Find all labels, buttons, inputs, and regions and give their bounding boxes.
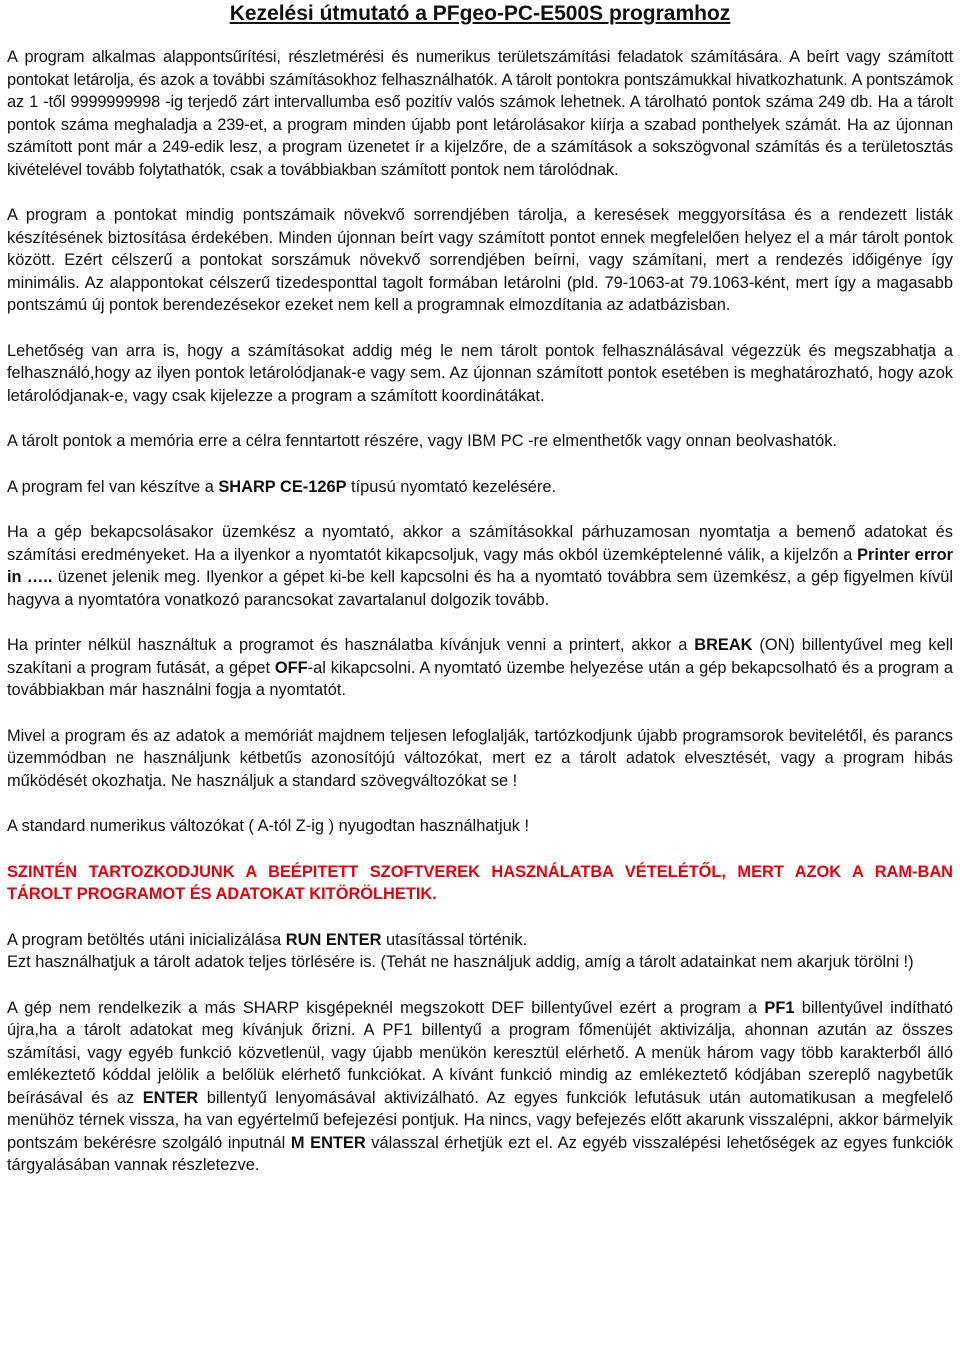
overview-free-slots-text: Ha a tárolt pontok száma meghaladja a 239-et, a program minden újabb pont letárolásakor kiírja a szabad ponthelyek számát. — [7, 93, 953, 134]
printer-model-name: SHARP CE-126P — [218, 477, 347, 496]
pf1-key-label: PF1 — [764, 998, 795, 1017]
overview-intro-text: A program alkalmas alappontsűrítési, részletmérési és numerikus területszámítási feladatok számítására. A beírt vagy számított pontokat letárolja, és azok a további számításokhoz felhasználhatók. A tárolt pontokra pontszámukkal hivatkozhatunk. — [7, 48, 953, 89]
document-page — [7, 0, 953, 1200]
paragraph-printer-support: A program fel van készítve a SHARP CE-126P típusú nyomtató kezelésére. — [7, 477, 557, 496]
break-key-label: BREAK — [694, 636, 753, 654]
enter-key-label: ENTER — [142, 1088, 199, 1107]
printer-error-message: Printer error in ….. — [7, 545, 953, 586]
paragraph-numeric-variables: A standard numerikus változókat ( A-tól Z-ig ) nyugodtan használhatjuk ! — [7, 817, 530, 835]
document-title: Kezelési útmutató a PFgeo-PC-E500S programhoz — [229, 2, 731, 25]
m-enter-command: M ENTER — [290, 1133, 366, 1152]
paragraph-memory-warning: Mivel a program és az adatok a memóriát majdnem teljesen lefoglalják, tartózkodjunk újabb programsorok bevitelétől, és parancs üzemmódban ne használjunk kétbetűs azonosítójú változókat, mert ez a tárolt adatok elvesztését, vagy a program hibás működését okozhatja. Ne használjuk a standard szövegváltozókat se ! — [7, 726, 953, 790]
run-enter-command: RUN ENTER — [285, 930, 382, 949]
paragraph-memory-save: A tárolt pontok a memória erre a célra fenntartott részére, vagy IBM PC -re elmenthetők vagy onnan beolvashatók. — [7, 432, 837, 450]
paragraph-sorting: A program a pontokat mindig pontszámaik növekvő sorrendjében tárolja, a keresések meggyorsítása és a rendezett listák készítésének biztosítása érdekében. Minden újonnan beírt vagy számított pontot ennek megfelelően helyez el a már tárolt pontok között. Ezért célszerű a pontokat sorszámuk növekvő sorrendjében beírni, vagy számítani, mert a rendezés időigénye így minimális. Az alappontokat célszerű tizedesponttal tagolt formában letárolni (pld. 79-1063-at 79.1063-ként, mert így a magasabb pontszámú új pontok berendezésekor ezeket nem kell a programnak elmozdítania az adatbázisban. — [7, 206, 953, 314]
paragraph-printer-enable: Ha printer nélkül használtuk a programot és használatba kívánjuk venni a printert, akkor a BREAK (ON) billentyűvel meg kell szakítani a program futását, a gépet OFF-al kikapcsolni. A nyomtató üzembe helyezése után a gép bekapcsolható és a program a továbbiakban már használni fogja a nyomtatót. — [7, 636, 953, 699]
off-key-label: OFF — [274, 658, 308, 677]
paragraph-initialization: A program betöltés utáni inicializálása RUN ENTER utasítással történik. — [7, 930, 528, 949]
paragraph-overview — [7, 46, 953, 181]
overview-storage-limit-text: Ha az újonnan számított pont már a 249-edik lesz, a program üzenetet ír a kijelzőre, de a számítások a sokszögvonal számítás és a területosztás kivételével tovább folytathatók, csak a továbbiakban számított pontok nem tárolódnak. — [7, 115, 953, 179]
paragraph-unstored-points: Lehetőség van arra is, hogy a számításokat addig még le nem tárolt pontok felhasználásával végezzük és megszabhatja a felhasználó,hogy az ilyen pontok letárolódjanak-e vagy sem. Az újonnan számított pontok esetében is meghatározható, hogy azok letárolódjanak-e, vagy csak kijelezze a program a számított koordinátákat. — [7, 341, 953, 405]
paragraph-printer-error: Ha a gép bekapcsolásakor üzemkész a nyomtató, akkor a számításokkal párhuzamosan nyomtatja a bemenő adatokat és számítási eredményeket. Ha a ilyenkor a nyomtatót kikapcsoljuk, vagy más okból üzemképtelenné válik, a kijelzőn a Printer error in ….. üzenet jelenik meg. Ilyenkor a gépet ki-be kell kapcsolni és ha a nyomtató továbbra sem üzemkész, a gép figyelmen kívül hagyva a nyomtatóra vonatkozó parancsokat zavartalanul dolgozik tovább. — [7, 523, 953, 609]
paragraph-menu-navigation: A gép nem rendelkezik a más SHARP kisgépeknél megszokott DEF billentyűvel ezért a program a PF1 billentyűvel indítható újra,ha a tárolt adatokat meg kívánjuk őrizni. A PF1 billentyű a program főmenüjét aktivizálja, ahonnan azután az összes számítási, vagy egyéb funkció közvetlenül, vagy újabb menükön keresztül elérhető. A menük három vagy több karakterből álló emlékeztető kóddal jelölik a belőlük elérhető funkciókat. A kívánt funkció mindig az emlékeztető kódjában szereplő nagybetűk beírásával és az ENTER billentyű lenyomásával aktivizálható. Az egyes funkciók lefutásuk után automatikusan a megfelelő menühöz térnek vissza, ha van egyértelmű befejezési pontjuk. Ha nincs, vagy befejezés előtt akarunk visszalépni, akkor bármelyik pontszám bekérésre szolgáló inputnál M ENTER válasszal érhetjük ezt el. Az egyéb visszalépési lehetőségek az egyes funkciók tárgyalásában vannak részletezve. — [7, 998, 954, 1174]
warning-builtin-software: SZINTÉN TARTOZKODJUNK A BEÉPITETT SZOFTVEREK HASZNÁLATBA VÉTELÉTŐL, MERT AZOK A RAM-BAN TÁROLT PROGRAMOT ÉS ADATOKAT KITÖRÖLHETIK. — [7, 862, 953, 903]
paragraph-data-clear: Ezt használhatjuk a tárolt adatok teljes törlésére is. (Tehát ne használjuk addig, amíg a tárolt adatainkat nem akarjuk törölni !) — [7, 953, 914, 971]
overview-point-range-text: A pontszámok az 1 -től 9999999998 -ig terjedő zárt intervallumba eső pozitív valós számok lehetnek. A tárolható pontok száma 249 db. — [7, 70, 953, 111]
